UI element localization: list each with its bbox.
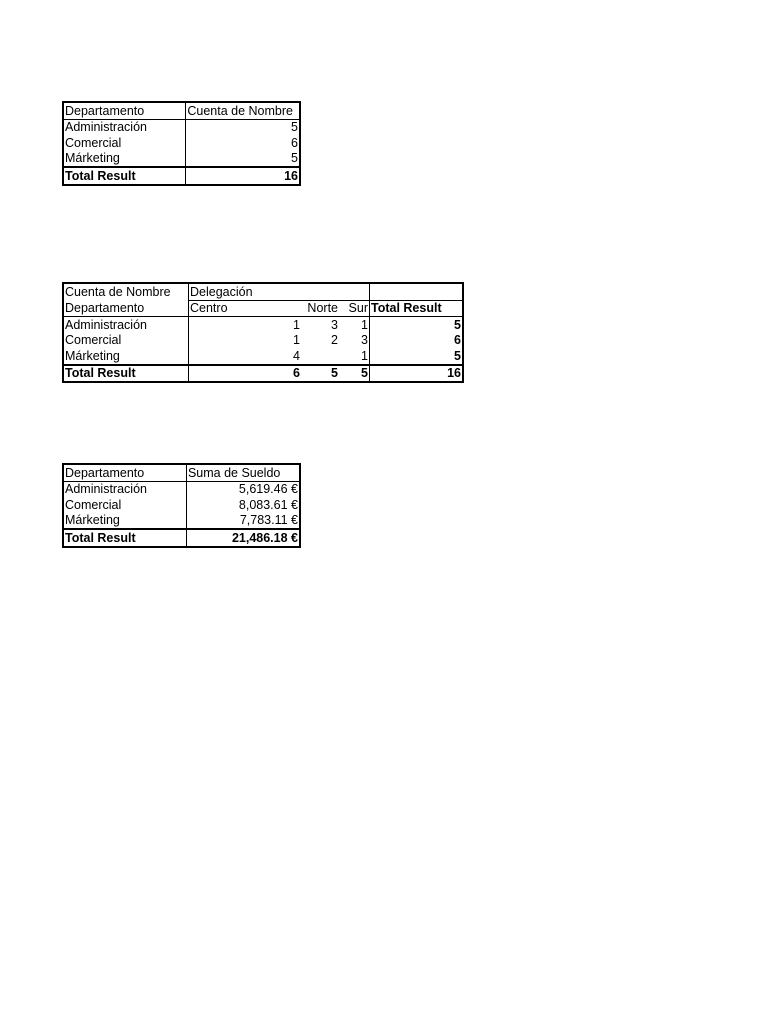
row-centro[interactable]: 1 (189, 333, 302, 349)
header-cuenta-de-nombre[interactable]: Cuenta de Nombre (186, 102, 300, 119)
row-value[interactable]: 5,619.46 € (186, 481, 300, 497)
total-value[interactable]: 16 (186, 167, 300, 185)
row-label[interactable]: Comercial (65, 135, 122, 150)
row-total[interactable]: 6 (370, 333, 464, 349)
table-header-row (63, 102, 300, 119)
row-value[interactable]: 6 (186, 135, 300, 151)
table-row (63, 119, 300, 135)
table-row (63, 333, 463, 349)
total-row (63, 167, 300, 185)
row-sur[interactable]: 1 (361, 317, 368, 332)
total-value[interactable]: 21,486.18 € (186, 529, 300, 547)
row-norte[interactable]: 3 (331, 317, 338, 332)
table-row (63, 513, 300, 530)
total-label[interactable]: Total Result (63, 365, 189, 383)
table-row (63, 151, 300, 168)
row-centro[interactable]: 1 (189, 317, 302, 333)
pivot-table-count-by-department (62, 101, 301, 186)
header-departamento[interactable]: Departamento (63, 464, 186, 481)
table-row (63, 481, 300, 497)
header-empty (339, 283, 370, 300)
table-header-row-2 (63, 300, 463, 317)
row-total[interactable]: 5 (370, 348, 464, 365)
row-label[interactable]: Comercial (65, 333, 122, 347)
header-delegacion[interactable]: Delegación (189, 283, 302, 300)
row-norte[interactable]: 2 (331, 333, 338, 347)
row-label[interactable]: Márketing (65, 513, 120, 527)
header-empty (370, 283, 464, 300)
header-centro[interactable]: Centro (189, 300, 302, 317)
row-label[interactable]: Márketing (65, 151, 120, 165)
row-value[interactable]: 8,083.61 € (186, 497, 300, 513)
table-header-row (63, 464, 300, 481)
row-value[interactable]: 7,783.11 € (186, 513, 300, 530)
total-row (63, 529, 300, 547)
total-row (63, 365, 463, 383)
header-departamento[interactable]: Departamento (63, 102, 186, 119)
row-total[interactable]: 5 (370, 317, 464, 333)
row-norte[interactable] (301, 348, 339, 365)
row-label[interactable]: Márketing (65, 348, 120, 363)
table-row (63, 348, 463, 365)
total-sur[interactable]: 5 (339, 365, 370, 383)
row-label[interactable]: Administración (65, 317, 147, 332)
pivot-table-salary-by-department (62, 463, 301, 548)
row-value[interactable]: 5 (186, 119, 300, 135)
table-row (63, 135, 300, 151)
row-label[interactable]: Administración (65, 482, 147, 496)
header-sur[interactable]: Sur (339, 300, 370, 317)
total-label[interactable]: Total Result (63, 167, 186, 185)
row-centro[interactable]: 4 (189, 348, 302, 365)
row-sur[interactable]: 3 (361, 333, 368, 347)
row-label[interactable]: Comercial (65, 497, 122, 512)
pivot-table-count-by-department-delegation (62, 282, 464, 383)
header-empty (301, 283, 339, 300)
header-departamento[interactable]: Departamento (63, 300, 189, 317)
table-row (63, 497, 300, 513)
total-centro[interactable]: 6 (189, 365, 302, 383)
table-row (63, 317, 463, 333)
total-grand[interactable]: 16 (370, 365, 464, 383)
header-norte[interactable]: Norte (301, 300, 339, 317)
header-suma-de-sueldo[interactable]: Suma de Sueldo (186, 464, 300, 481)
row-value[interactable]: 5 (186, 151, 300, 168)
header-total-result[interactable]: Total Result (370, 300, 464, 317)
total-label[interactable]: Total Result (63, 529, 186, 547)
row-label[interactable]: Administración (65, 120, 147, 134)
row-sur[interactable]: 1 (361, 348, 368, 363)
total-norte[interactable]: 5 (301, 365, 339, 383)
table-header-row-1 (63, 283, 463, 300)
header-cuenta-de-nombre[interactable]: Cuenta de Nombre (65, 285, 171, 299)
